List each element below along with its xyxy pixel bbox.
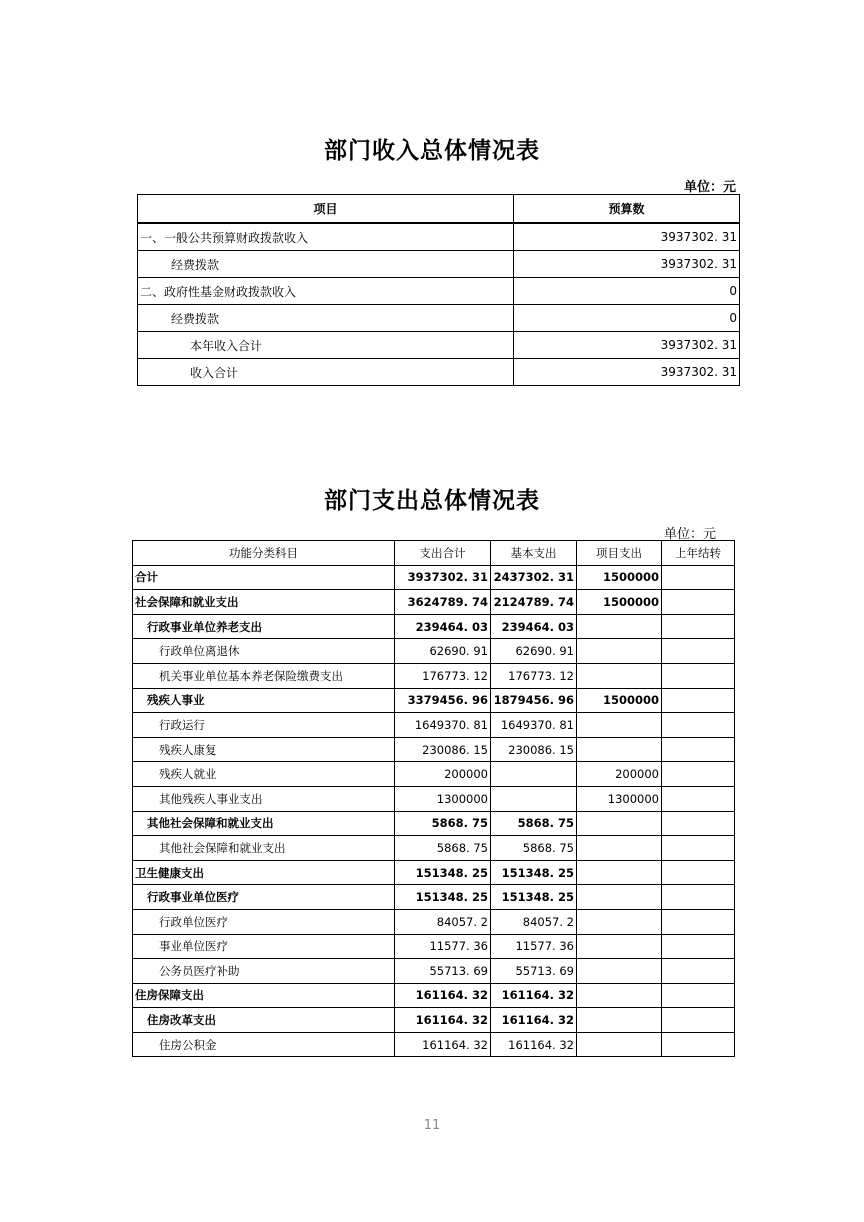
expense-row [133, 565, 735, 590]
expense-total: 3379456. 96 [395, 688, 491, 713]
expense-basic [491, 786, 577, 811]
expense-project [577, 614, 662, 639]
expense-total: 55713. 69 [395, 959, 491, 984]
expense-project [577, 639, 662, 664]
expense-carryover [662, 811, 735, 836]
expense-row [133, 885, 735, 910]
expense-project [577, 737, 662, 762]
expense-carryover [662, 663, 735, 688]
income-row [138, 278, 740, 305]
expense-carryover [662, 909, 735, 934]
expense-project [577, 1032, 662, 1057]
income-row [138, 359, 740, 386]
income-row [138, 223, 740, 251]
expense-project [577, 811, 662, 836]
expense-carryover [662, 786, 735, 811]
expense-project [577, 1008, 662, 1033]
expense-project [577, 860, 662, 885]
expense-carryover [662, 762, 735, 787]
expense-table [132, 540, 735, 1057]
expense-carryover [662, 639, 735, 664]
expense-total: 161164. 32 [395, 983, 491, 1008]
expense-project [577, 983, 662, 1008]
header-category: 功能分类科目 [133, 541, 395, 566]
expense-category: 残疾人康复 [133, 737, 395, 762]
expense-basic: 2437302. 31 [491, 565, 577, 590]
expense-category: 机关事业单位基本养老保险缴费支出 [133, 663, 395, 688]
expense-basic: 151348. 25 [491, 885, 577, 910]
income-row-label: 本年收入合计 [138, 332, 514, 359]
expense-category: 社会保障和就业支出 [133, 590, 395, 615]
expense-carryover [662, 688, 735, 713]
expense-basic: 1879456. 96 [491, 688, 577, 713]
expense-row [133, 762, 735, 787]
expense-basic: 5868. 75 [491, 836, 577, 861]
expense-basic: 161164. 32 [491, 983, 577, 1008]
expense-total: 161164. 32 [395, 1008, 491, 1033]
income-row-value: 3937302. 31 [514, 251, 740, 278]
income-row-label: 一、一般公共预算财政拨款收入 [138, 223, 514, 251]
income-row-value: 0 [514, 278, 740, 305]
expense-carryover [662, 860, 735, 885]
expense-row [133, 713, 735, 738]
expense-carryover [662, 1032, 735, 1057]
expense-basic: 55713. 69 [491, 959, 577, 984]
expense-header-row [133, 541, 735, 566]
expense-row [133, 1008, 735, 1033]
income-row-label: 收入合计 [138, 359, 514, 386]
income-row-label: 经费拨款 [138, 251, 514, 278]
expense-carryover [662, 614, 735, 639]
income-header-row [138, 195, 740, 224]
expense-total: 62690. 91 [395, 639, 491, 664]
expense-row [133, 614, 735, 639]
expense-carryover [662, 959, 735, 984]
page-number: 11 [423, 1118, 441, 1133]
expense-carryover [662, 565, 735, 590]
expense-category: 事业单位医疗 [133, 934, 395, 959]
expense-row [133, 959, 735, 984]
expense-project [577, 713, 662, 738]
expense-basic: 5868. 75 [491, 811, 577, 836]
header-total: 支出合计 [395, 541, 491, 566]
expense-category: 行政事业单位医疗 [133, 885, 395, 910]
expense-project [577, 909, 662, 934]
expense-total: 1649370. 81 [395, 713, 491, 738]
expense-category: 住房公积金 [133, 1032, 395, 1057]
expense-row [133, 983, 735, 1008]
expense-carryover [662, 983, 735, 1008]
expense-total: 151348. 25 [395, 860, 491, 885]
expense-total: 11577. 36 [395, 934, 491, 959]
expense-basic: 161164. 32 [491, 1008, 577, 1033]
income-row-value: 3937302. 31 [514, 332, 740, 359]
expense-category: 卫生健康支出 [133, 860, 395, 885]
income-row [138, 305, 740, 332]
expense-category: 其他残疾人事业支出 [133, 786, 395, 811]
expense-row [133, 860, 735, 885]
expense-basic: 230086. 15 [491, 737, 577, 762]
expense-category: 公务员医疗补助 [133, 959, 395, 984]
income-row-label: 经费拨款 [138, 305, 514, 332]
income-table-title: 部门收入总体情况表 [324, 138, 540, 164]
expense-basic: 62690. 91 [491, 639, 577, 664]
expense-table-title: 部门支出总体情况表 [324, 488, 540, 514]
expense-basic: 1649370. 81 [491, 713, 577, 738]
expense-carryover [662, 885, 735, 910]
expense-carryover [662, 590, 735, 615]
expense-row [133, 590, 735, 615]
expense-basic: 151348. 25 [491, 860, 577, 885]
expense-row [133, 909, 735, 934]
expense-total: 5868. 75 [395, 811, 491, 836]
expense-carryover [662, 1008, 735, 1033]
expense-category: 合计 [133, 565, 395, 590]
income-row [138, 332, 740, 359]
expense-category: 残疾人事业 [133, 688, 395, 713]
expense-row [133, 811, 735, 836]
expense-basic [491, 762, 577, 787]
expense-row [133, 836, 735, 861]
expense-total: 3624789. 74 [395, 590, 491, 615]
income-row-value: 0 [514, 305, 740, 332]
expense-total: 176773. 12 [395, 663, 491, 688]
expense-category: 行政运行 [133, 713, 395, 738]
expense-project: 1500000 [577, 688, 662, 713]
header-project: 项目支出 [577, 541, 662, 566]
expense-category: 行政单位医疗 [133, 909, 395, 934]
expense-carryover [662, 737, 735, 762]
expense-category: 住房保障支出 [133, 983, 395, 1008]
expense-total: 5868. 75 [395, 836, 491, 861]
income-table [137, 194, 740, 386]
expense-basic: 11577. 36 [491, 934, 577, 959]
expense-project [577, 934, 662, 959]
expense-carryover [662, 836, 735, 861]
expense-total: 151348. 25 [395, 885, 491, 910]
expense-total: 84057. 2 [395, 909, 491, 934]
expense-total: 200000 [395, 762, 491, 787]
expense-project [577, 663, 662, 688]
expense-project: 1500000 [577, 590, 662, 615]
expense-row [133, 934, 735, 959]
expense-total: 3937302. 31 [395, 565, 491, 590]
expense-total: 239464. 03 [395, 614, 491, 639]
expense-row [133, 786, 735, 811]
expense-basic: 176773. 12 [491, 663, 577, 688]
expense-project [577, 885, 662, 910]
income-row-value: 3937302. 31 [514, 223, 740, 251]
expense-project: 200000 [577, 762, 662, 787]
expense-basic: 161164. 32 [491, 1032, 577, 1057]
expense-row [133, 639, 735, 664]
expense-basic: 239464. 03 [491, 614, 577, 639]
expense-carryover [662, 934, 735, 959]
expense-project: 1300000 [577, 786, 662, 811]
expense-row [133, 688, 735, 713]
expense-basic: 84057. 2 [491, 909, 577, 934]
expense-category: 残疾人就业 [133, 762, 395, 787]
expense-total: 1300000 [395, 786, 491, 811]
expense-row [133, 1032, 735, 1057]
expense-unit-label: 单位：元 [664, 527, 717, 542]
header-budget: 预算数 [514, 195, 740, 224]
expense-row [133, 663, 735, 688]
expense-row [133, 737, 735, 762]
expense-project [577, 836, 662, 861]
income-row-value: 3937302. 31 [514, 359, 740, 386]
expense-project: 1500000 [577, 565, 662, 590]
income-row-label: 二、政府性基金财政拨款收入 [138, 278, 514, 305]
income-unit-label: 单位：元 [683, 180, 736, 195]
header-basic: 基本支出 [491, 541, 577, 566]
header-carryover: 上年结转 [662, 541, 735, 566]
expense-category: 其他社会保障和就业支出 [133, 836, 395, 861]
expense-project [577, 959, 662, 984]
header-item: 项目 [138, 195, 514, 224]
expense-total: 230086. 15 [395, 737, 491, 762]
expense-category: 行政事业单位养老支出 [133, 614, 395, 639]
expense-category: 住房改革支出 [133, 1008, 395, 1033]
expense-carryover [662, 713, 735, 738]
income-row [138, 251, 740, 278]
expense-total: 161164. 32 [395, 1032, 491, 1057]
expense-category: 其他社会保障和就业支出 [133, 811, 395, 836]
expense-basic: 2124789. 74 [491, 590, 577, 615]
expense-category: 行政单位离退休 [133, 639, 395, 664]
